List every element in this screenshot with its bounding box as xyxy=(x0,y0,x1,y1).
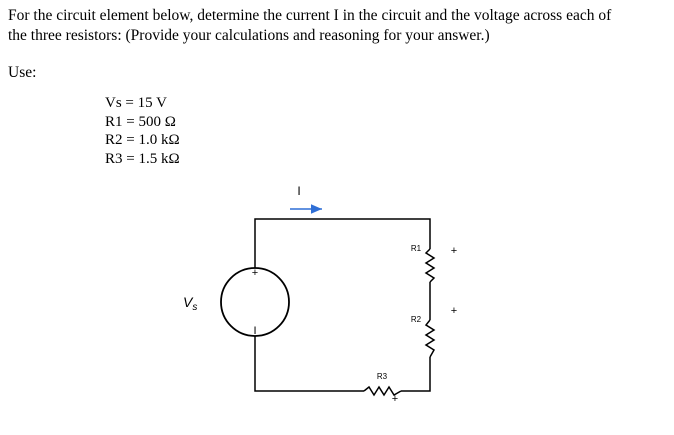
r1-label: R1 xyxy=(410,244,422,253)
use-label: Use: xyxy=(8,64,37,81)
question-line-1: For the circuit element below, determine the current I in the circuit and the voltage across each of xyxy=(8,7,612,24)
r3-label: R3 xyxy=(376,372,388,381)
resistor-r1 xyxy=(426,249,434,282)
r2-plus-sign: + xyxy=(450,305,458,317)
resistor-r2 xyxy=(426,320,434,357)
source-plus-sign: + xyxy=(251,267,259,279)
given-vs: Vs = 15 V xyxy=(105,95,167,111)
source-minus-sign: I xyxy=(253,325,257,337)
given-r1: R1 = 500 Ω xyxy=(105,113,176,130)
current-label: I xyxy=(297,184,301,198)
r2-label: R2 xyxy=(410,315,422,324)
circuit-wires xyxy=(255,219,430,391)
question-line-2: the three resistors: (Provide your calculations and reasoning for your answer.) xyxy=(8,27,490,44)
source-label xyxy=(183,294,197,313)
r1-plus-sign: + xyxy=(450,245,458,257)
source-label-subscript: s xyxy=(192,302,198,313)
given-r3: R3 = 1.5 kΩ xyxy=(105,150,180,167)
source-label-main: V xyxy=(183,294,193,310)
r3-plus-sign: + xyxy=(391,393,399,405)
given-r2: R2 = 1.0 kΩ xyxy=(105,132,180,148)
